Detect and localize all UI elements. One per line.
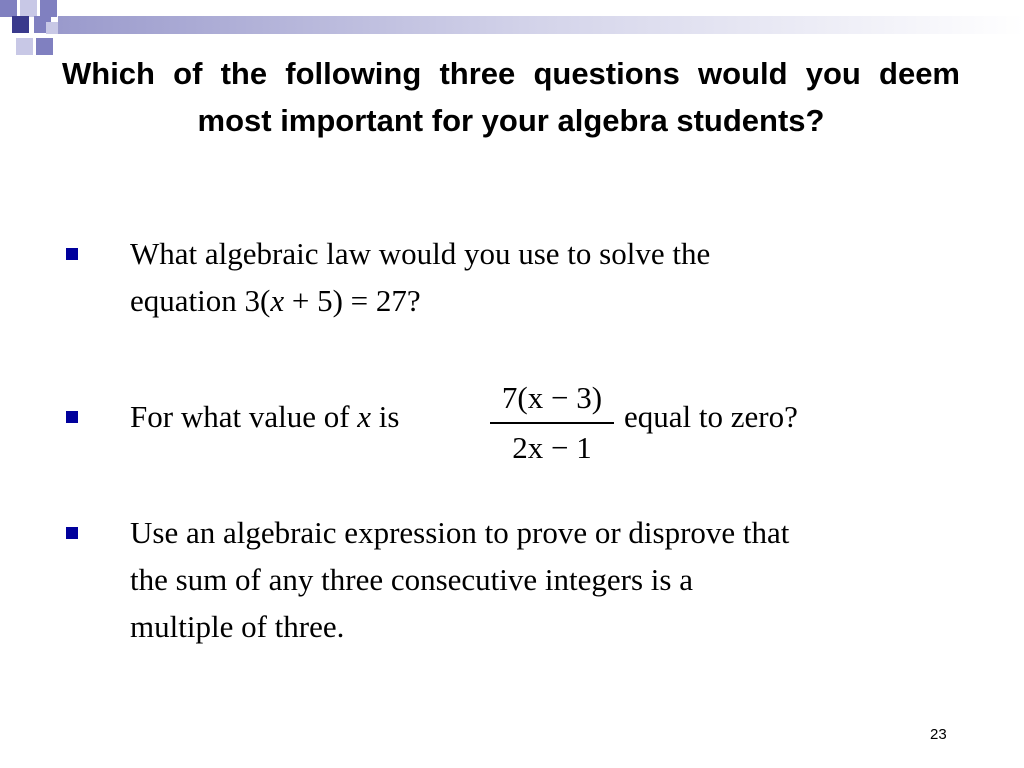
question-3-line-3: multiple of three. <box>130 609 345 644</box>
question-3-line-2: the sum of any three consecutive integers is a <box>130 562 693 597</box>
square-bullet-icon <box>66 248 78 260</box>
square-bullet-icon <box>66 527 78 539</box>
fraction-denominator: 2x − 1 <box>512 430 592 465</box>
question-3-line-1: Use an algebraic expression to prove or disprove that <box>130 515 790 550</box>
deco-square <box>12 16 29 33</box>
deco-square <box>20 0 37 17</box>
question-2-suffix: equal to zero? <box>624 399 798 434</box>
question-1-line-2: equation 3(x + 5) = 27? <box>130 283 421 318</box>
question-1-line-1: What algebraic law would you use to solve the <box>130 236 711 271</box>
question-1 <box>130 230 990 324</box>
fraction-expression <box>486 376 618 476</box>
deco-square <box>0 0 17 17</box>
fraction-bar <box>490 422 614 424</box>
question-2-prefix: For what value of x is <box>130 399 400 434</box>
deco-square <box>36 38 53 55</box>
deco-square <box>40 0 57 17</box>
deco-square <box>16 38 33 55</box>
square-bullet-icon <box>66 411 78 423</box>
header-fade-bar <box>58 16 1024 34</box>
question-3 <box>130 509 990 650</box>
page-number: 23 <box>930 726 947 743</box>
deco-square <box>46 22 58 34</box>
slide-title: Which of the following three questions would you deem most important for your algebra students? <box>62 56 960 138</box>
fraction-numerator: 7(x − 3) <box>501 380 603 415</box>
